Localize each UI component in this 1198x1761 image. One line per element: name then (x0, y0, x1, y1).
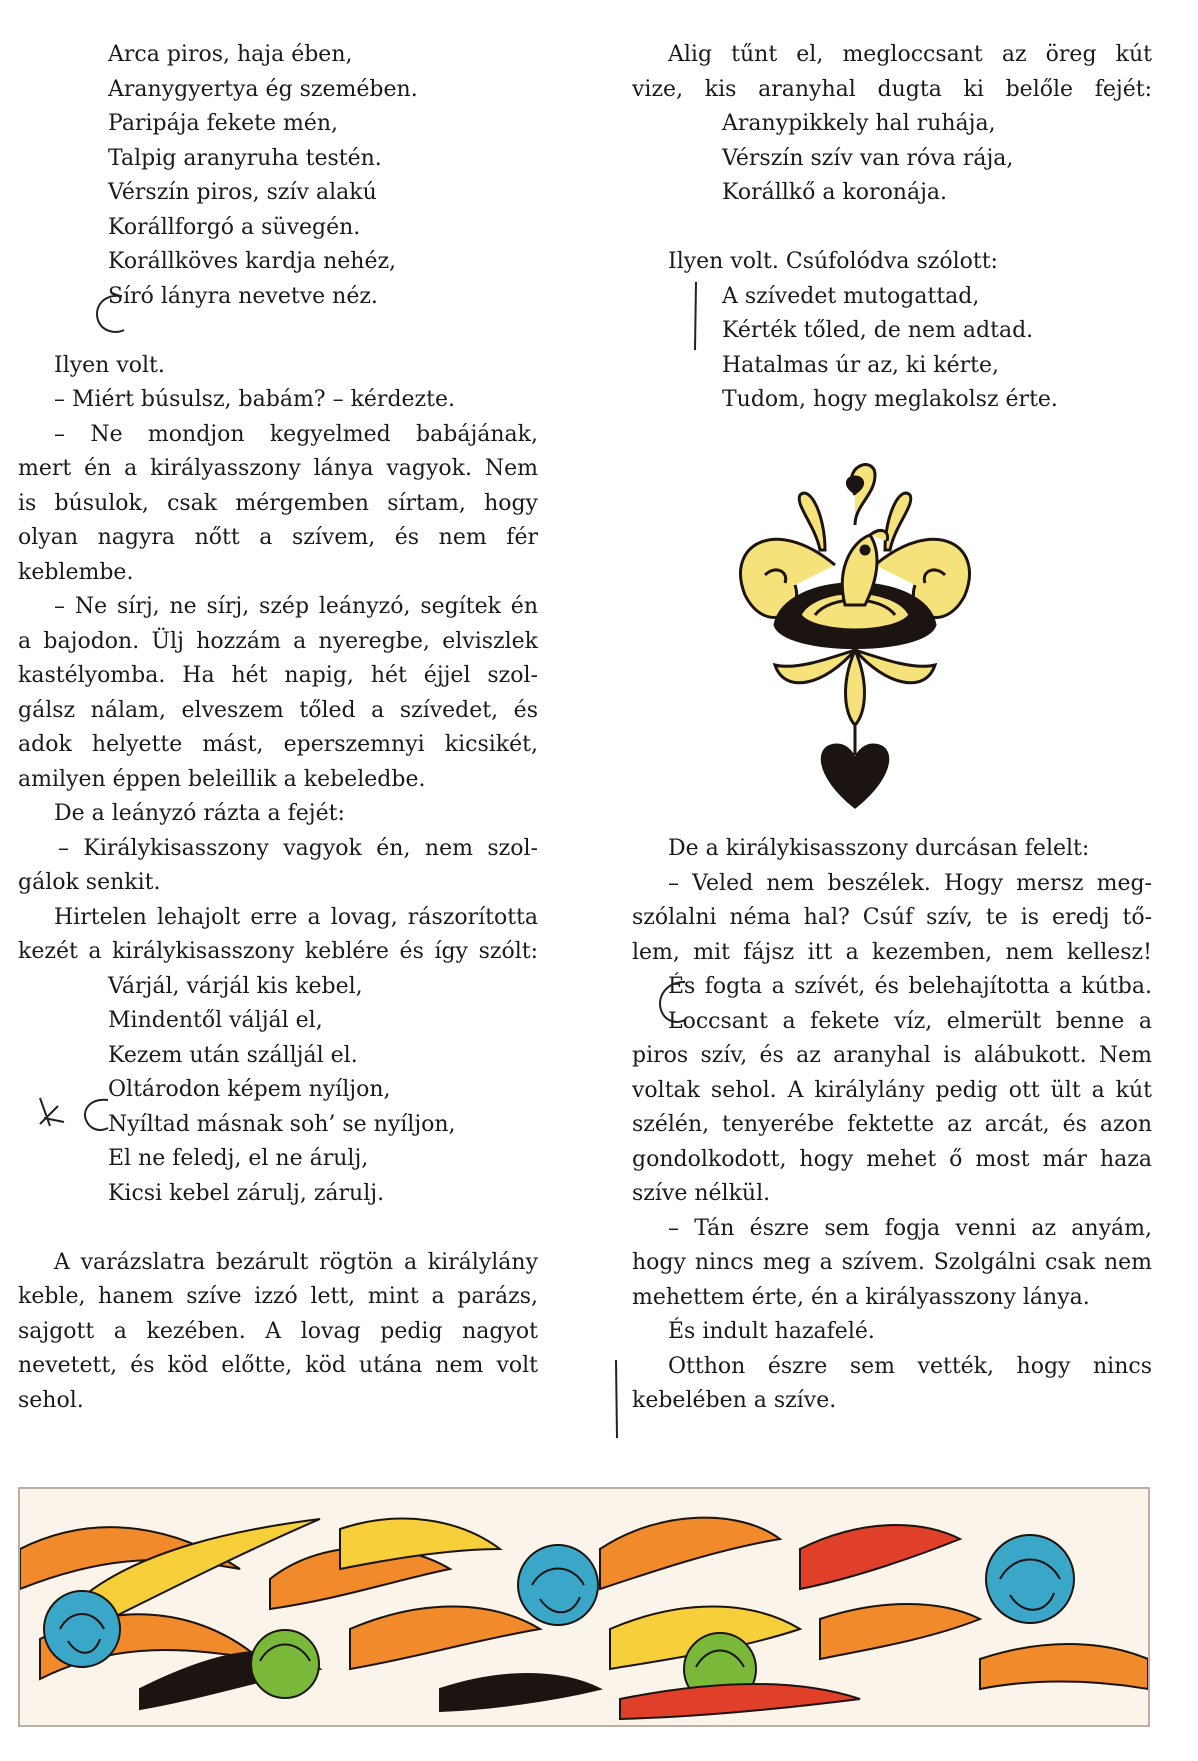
prose-line: gálok senkit. (18, 870, 161, 895)
prose-line: És fogta a szívét, és belehajította a kútba. (668, 974, 1152, 999)
dialogue-line: – Királykisasszony vagyok én, nem szol- (58, 835, 538, 861)
dialogue-line: – Tán észre sem fogja venni az anyám, (668, 1215, 1152, 1241)
verse-line: Hatalmas úr az, ki kérte, (722, 352, 1000, 378)
right-column-lower (632, 832, 1152, 1419)
prose-line: sajgott a kezében. A lovag pedig nagyot (18, 1318, 538, 1344)
prose-line: a bajodon. Ülj hozzám a nyeregbe, elviszlek (18, 628, 538, 654)
prose-line: szólalni néma hal? Csúf szív, te is eredj tő- (632, 905, 1152, 930)
prose-line: hogy nincs meg a szívem. Szolgálni csak nem (632, 1250, 1152, 1275)
verse-line: Vérszín piros, szív alakú (108, 180, 377, 205)
verse-line: Kicsi kebel zárulj, zárulj. (108, 1180, 385, 1206)
dialogue-line: – Ne mondjon kegyelmed babájának, (54, 421, 538, 447)
prose-line: lem, mit fájsz itt a kezemben, nem kellesz! (632, 939, 1152, 965)
verse-line: Vérszín szív van róva rája, (722, 145, 1014, 171)
prose-line: piros szív, és az aranyhal is alábukott. Nem (632, 1043, 1152, 1068)
verse-line: Nyíltad másnak soh’ se nyíljon, (108, 1111, 456, 1137)
verse-line: Mindentől váljál el, (108, 1008, 323, 1033)
verse-line: Síró lányra nevetve néz. (108, 283, 378, 309)
prose-line: Ilyen volt. Csúfolódva szólott: (668, 249, 998, 274)
prose-line: keble, hanem szíve izzó lett, mint a parázs, (18, 1284, 538, 1309)
pen-circle-mark-icon (90, 290, 140, 338)
right-column (632, 38, 1152, 418)
left-column (18, 38, 538, 1418)
dialogue-line: – Miért búsulsz, babám? – kérdezte. (54, 387, 455, 412)
verse-line: Várjál, várjál kis kebel, (108, 973, 363, 999)
pen-circle-mark-icon (655, 978, 699, 1028)
pen-correction-mark-icon (36, 1092, 116, 1144)
prose-line: gondolkodott, hogy mehet ő most már haza (632, 1146, 1152, 1172)
prose-line: amilyen éppen beleillik a kebeledbe. (18, 766, 426, 792)
folk-floral-frieze (18, 1487, 1150, 1727)
prose-line: kastélyomba. Ha hét napig, hét éjjel szol- (18, 663, 538, 688)
prose-line: Otthon észre sem vették, hogy nincs (668, 1353, 1152, 1379)
prose-line: szélén, tenyerébe fektette az arcát, és azon (632, 1112, 1152, 1137)
prose-line: nevetett, és köd előtte, köd utána nem volt (18, 1353, 538, 1378)
verse-line: Paripája fekete mén, (108, 111, 339, 136)
verse-line: Tudom, hogy meglakolsz érte. (722, 387, 1058, 412)
prose-line: vize, kis aranyhal dugta ki belőle fejét: (632, 76, 1152, 102)
prose-line: Alig tűnt el, megloccsant az öreg kút (668, 42, 1152, 67)
verse-line: Korállforgó a süvegén. (108, 214, 361, 240)
verse-line: Kérték tőled, de nem adtad. (722, 318, 1034, 343)
prose-line: mehettem érte, én a királyasszony lánya. (632, 1284, 1090, 1310)
prose-line: sehol. (18, 1387, 84, 1413)
prose-line: mert én a királyasszony lánya vagyok. Nem (18, 456, 538, 481)
dialogue-line: – Veled nem beszélek. Hogy mersz meg- (668, 870, 1152, 896)
prose-line: A varázslatra bezárult rögtön a királylány (54, 1249, 538, 1275)
prose-line: is búsulok, csak mérgemben sírtam, hogy (18, 490, 538, 516)
dialogue-line: – Ne sírj, ne sírj, szép leányzó, segítek én (54, 594, 538, 619)
verse-line: Korállkő a koronája. (722, 180, 948, 205)
verse-line: El ne feledj, el ne árulj, (108, 1146, 369, 1171)
prose-line: szíve nélkül. (632, 1181, 771, 1206)
fish-fountain-ornament-icon (705, 455, 1005, 815)
prose-line: kezét a királykisasszony keblére és így szólt: (18, 939, 538, 964)
prose-line: Hirtelen lehajolt erre a lovag, rászorította (54, 904, 538, 930)
prose-line: keblembe. (18, 559, 134, 585)
verse-line: Korállköves kardja nehéz, (108, 249, 397, 274)
prose-line: Loccsant a fekete víz, elmerült benne a (668, 1008, 1152, 1034)
pen-margin-line-icon (610, 1358, 622, 1440)
verse-line: Aranypikkely hal ruhája, (722, 111, 996, 136)
prose-line: Ilyen volt. (54, 352, 165, 378)
prose-line: De a királykisasszony durcásan felelt: (668, 836, 1090, 861)
verse-line: Oltárodon képem nyíljon, (108, 1077, 391, 1102)
verse-line: Talpig aranyruha testén. (108, 145, 382, 171)
pen-margin-line-icon (690, 280, 702, 352)
folk-floral-frieze-icon (20, 1489, 1148, 1725)
prose-line: gálsz nálam, elveszem tőled a szívedet, és (18, 697, 538, 723)
prose-line: kebelében a szíve. (632, 1388, 837, 1413)
prose-line: És indult hazafelé. (668, 1319, 875, 1344)
prose-line: De a leányzó rázta a fejét: (54, 801, 345, 826)
verse-line: Aranygyertya ég szemében. (108, 76, 418, 102)
prose-line: voltak sehol. A királylány pedig ott ült a kút (632, 1077, 1152, 1103)
prose-line: adok helyette mást, eperszemnyi kicsikét, (18, 732, 538, 757)
verse-line: Kezem után szálljál el. (108, 1042, 358, 1068)
verse-line: A szívedet mutogattad, (722, 283, 980, 309)
prose-line: olyan nagyra nőtt a szívem, és nem fér (18, 525, 538, 550)
verse-line: Arca piros, haja ében, (108, 42, 353, 67)
